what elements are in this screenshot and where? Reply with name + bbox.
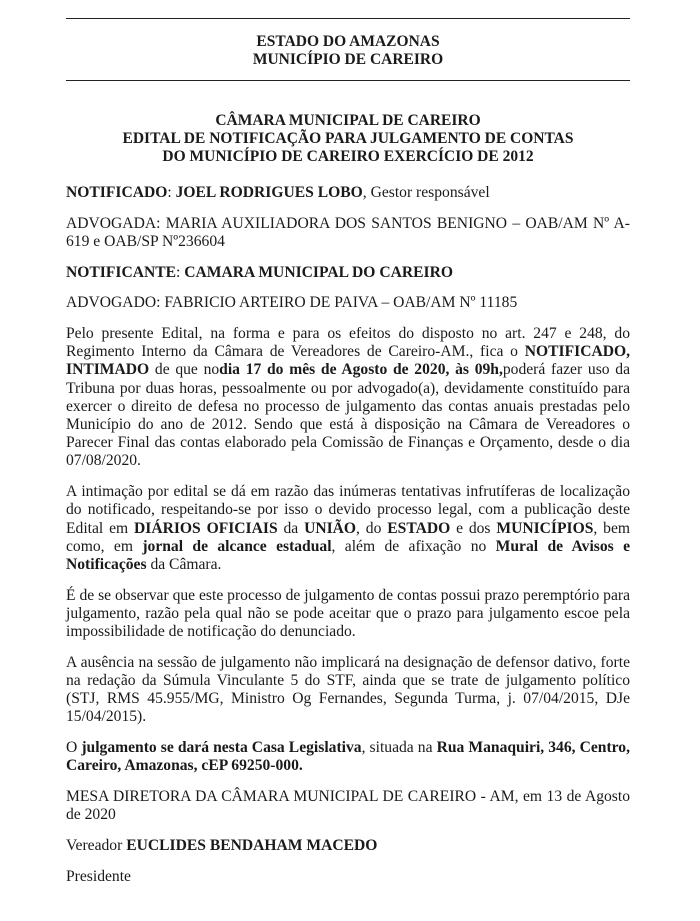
signer-prefix: Vereador [66, 836, 127, 854]
para2-text-5: , bem como, em [66, 519, 631, 555]
title-line-2: EDITAL DE NOTIFICAÇÃO PARA JULGAMENTO DE CONTAS [122, 130, 574, 147]
para1-bold-1: NOTIFICADO, INTIMADO [66, 343, 630, 379]
para1-text-2: de que no [149, 361, 220, 379]
paragraph-absence: A ausência na sessão de julgamento não implicará na designação de defensor dativo, forte na redação da Súmula Vinculante 5 do STF, ainda que se trate de julgamento político (STJ, RMS 45.955/MG, Ministro Og Fernandes, Segunda Turma, j. 07/04/2015, DJe 15/04/2015). [66, 653, 630, 726]
document-header [66, 33, 630, 69]
edital-title [66, 112, 630, 166]
signer-name: EUCLIDES BENDAHAM MACEDO [126, 836, 378, 854]
paragraph-deadline: É de se observar que este processo de julgamento de contas possui prazo peremptório para julgamento, razão pela qual não se pode aceitar que o prazo para julgamento escoe pela impossibilidade de notificação do denunciado. [66, 586, 630, 641]
para5-text-1: O [66, 739, 82, 757]
para2-text-2: da [277, 519, 305, 537]
title-line-1: CÂMARA MUNICIPAL DE CAREIRO [215, 112, 481, 129]
para2-bold-2: UNIÃO [304, 519, 357, 537]
advogada-line: ADVOGADA: MARIA AUXILIADORA DOS SANTOS BENIGNO – OAB/AM Nº A-619 e OAB/SP Nº236604 [66, 214, 630, 250]
para2-bold-6: Mural de Avisos e Notificações [66, 537, 630, 573]
mesa-diretora-line: MESA DIRETORA DA CÂMARA MUNICIPAL DE CAREIRO - AM, em 13 de Agosto de 2020 [66, 787, 630, 824]
notificado-line [66, 184, 630, 202]
para2-bold-4: MUNICÍPIOS [496, 519, 594, 537]
paragraph-notification [66, 325, 630, 471]
notificante-label: NOTIFICANTE [66, 263, 177, 281]
para2-text-1: A intimação por edital se dá em razão das inúmeras tentativas infrutíferas de localização do notificado, respeitando-se por isso o devido processo legal, com a publicação deste Edital em [66, 483, 630, 537]
header-rule [66, 80, 630, 81]
notificante-name: CAMARA MUNICIPAL DO CAREIRO [184, 263, 453, 281]
para1-bold-2: dia 17 do mês de Agosto de 2020, às 09h, [219, 361, 503, 379]
notificado-label: NOTIFICADO [66, 184, 168, 201]
para2-text-3: , do [356, 519, 388, 537]
document-body [66, 184, 630, 898]
para2-text-6: , além de afixação no [331, 537, 496, 555]
municipality-name: MUNICÍPIO DE CAREIRO [252, 51, 444, 68]
signer-line [66, 837, 630, 855]
para1-text-1: Pelo presente Edital, na forma e para os efeitos do disposto no art. 247 e 248, do Regimento Interno da Câmara de Vereadores de Careiro-AM., fica o [66, 325, 630, 361]
state-name: ESTADO DO AMAZONAS [256, 33, 440, 50]
notificado-role: , Gestor responsável [362, 184, 490, 201]
para2-bold-5: jornal de alcance estadual [142, 537, 332, 555]
para5-bold-2: Rua Manaquiri, 346, Centro, Careiro, Amazonas, cEP 69250-000. [66, 739, 630, 775]
para2-text-7: da Câmara. [146, 555, 222, 573]
notificado-name: JOEL RODRIGUES LOBO [175, 184, 363, 201]
para2-text-4: e dos [450, 519, 497, 537]
para5-bold-1: julgamento se dará nesta Casa Legislativa [81, 739, 362, 757]
notificante-line [66, 264, 630, 282]
para5-text-2: , situada na [361, 739, 437, 757]
advogado-line: ADVOGADO: FABRICIO ARTEIRO DE PAIVA – OAB/AM Nº 11185 [66, 294, 518, 312]
para1-text-3: poderá fazer uso da Tribuna por duas horas, pessoalmente ou por advogado(a), devidamente constituído para exercer o direito de defesa no processo de julgamento das contas anuais prestadas pelo Município do ano de 2012. Sendo que está à disposição na Câmara de Vereadores o Parecer Final das contas elaborado pela Comissão de Finanças e Orçamento, desde o dia 07/08/2020. [66, 361, 630, 470]
notificado-sep: : [167, 184, 176, 201]
paragraph-intimation [66, 483, 630, 574]
title-line-3: DO MUNICÍPIO DE CAREIRO EXERCÍCIO DE 2012 [162, 148, 534, 165]
paragraph-location [66, 739, 630, 775]
signer-role: Presidente [66, 867, 131, 885]
notificante-sep: : [176, 263, 185, 281]
top-rule [66, 18, 630, 19]
para2-bold-3: ESTADO [387, 519, 451, 537]
para2-bold-1: DIÁRIOS OFICIAIS [134, 519, 278, 537]
